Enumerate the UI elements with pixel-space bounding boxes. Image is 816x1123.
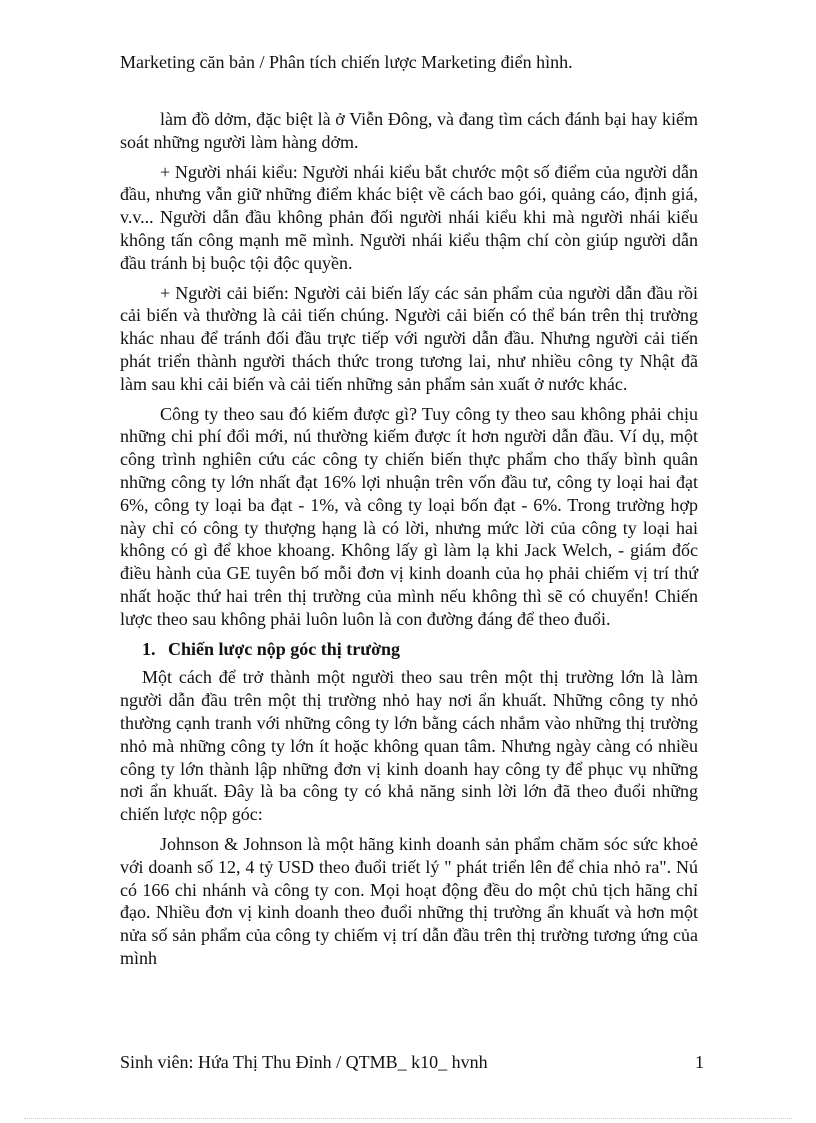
paragraph: + Người nhái kiểu: Người nhái kiểu bắt chước một số điểm của người dẫn đầu, nhưng vẫn giữ những điểm khác biệt về cách bao gói, quảng cáo, định giá, v.v... Người dẫn đầu không phản đối người nhái kiểu khi mà người nhái kiểu không tấn công mạnh mẽ mình. Người nhái kiểu thậm chí còn giúp người dẫn đầu tránh bị buộc tội độc quyền. xyxy=(120,161,698,273)
paragraph: Johnson & Johnson là một hãng kinh doanh sản phẩm chăm sóc sức khoẻ với doanh số 12, 4 tỷ USD theo đuổi triết lý " phát triển lên để chia nhỏ ra". Nú có 166 chi nhánh và công ty con. Mọi hoạt động đều do một chủ tịch hãng chỉ đạo. Nhiều đơn vị kinh doanh theo đuổi những thị trường ẩn khuất và hơn một nửa số sản phẩm của công ty chiếm vị trí dẫn đầu trên thị trường tương ứng của mình xyxy=(120,833,698,968)
section-heading-text: Chiến lược nộp góc thị trường xyxy=(168,638,401,659)
document-body xyxy=(120,108,698,977)
page-footer xyxy=(120,1050,704,1074)
paragraph: + Người cải biến: Người cải biến lấy các sản phẩm của người dẫn đầu rồi cải biến và thường là cải tiến chúng. Người cải biến có thể bán trên thị trường khác nhau để tránh đối đầu trực tiếp với người dẫn đầu. Nhưng người cải tiến phát triển thành người thách thức trong tương lai, như nhiều công ty Nhật đã làm sau khi cải biến và cải tiến những sản phẩm sản xuất ở nước khác. xyxy=(120,282,698,394)
paragraph: làm đồ dởm, đặc biệt là ở Viễn Đông, và đang tìm cách đánh bại hay kiểm soát những người làm hàng dởm. xyxy=(120,109,698,152)
paragraph: Công ty theo sau đó kiếm được gì? Tuy công ty theo sau không phải chịu những chi phí đổi mới, nú thường kiếm được ít hơn người dẫn đầu. Ví dụ, một công trình nghiên cứu các công ty chiến biến thực phẩm cho thấy bình quân những công ty lớn nhất đạt 16% lợi nhuận trên vốn đầu tư, công ty loại hai đạt 6%, công ty loại ba đạt - 1%, và công ty loại bốn đạt - 6%. Trong trường hợp này chỉ có công ty thượng hạng là có lời, nhưng mức lời của công ty loại hai không có gì để khoe khoang. Không lấy gì làm lạ khi Jack Welch, - giám đốc điều hành của GE tuyên bố mỗi đơn vị kinh doanh của họ phải chiếm vị trí thứ nhất hoặc thứ hai trên thị trường của mình nếu không thì sẽ có chuyển! Chiến lược theo sau không phải luôn luôn là con đường đáng để theo đuổi. xyxy=(120,403,698,629)
section-heading xyxy=(120,638,698,661)
paragraph: Một cách để trở thành một người theo sau trên một thị trường lớn là làm người dẫn đầu trên một thị trường nhỏ hay nơi ẩn khuất. Những công ty nhỏ thường cạnh tranh với những công ty lớn bằng cách nhắm vào những thị trường nhỏ mà những công ty lớn ít hoặc không quan tâm. Nhưng ngày càng có nhiều công ty lớn thành lập những đơn vị kinh doanh hay công ty để phục vụ những nơi ẩn khuất. Đây là ba công ty có khả năng sinh lời lớn đã theo đuổi những chiến lược nộp góc: xyxy=(120,667,698,825)
page-header: Marketing căn bản / Phân tích chiến lược Marketing điển hình. xyxy=(120,52,573,72)
page-number: 1 xyxy=(695,1052,704,1072)
section-heading-number: 1. xyxy=(142,638,156,659)
footer-student-info: Sinh viên: Hứa Thị Thu Đỉnh / QTMB_ k10_ hvnh xyxy=(120,1052,488,1072)
page-bottom-divider xyxy=(24,1118,792,1119)
